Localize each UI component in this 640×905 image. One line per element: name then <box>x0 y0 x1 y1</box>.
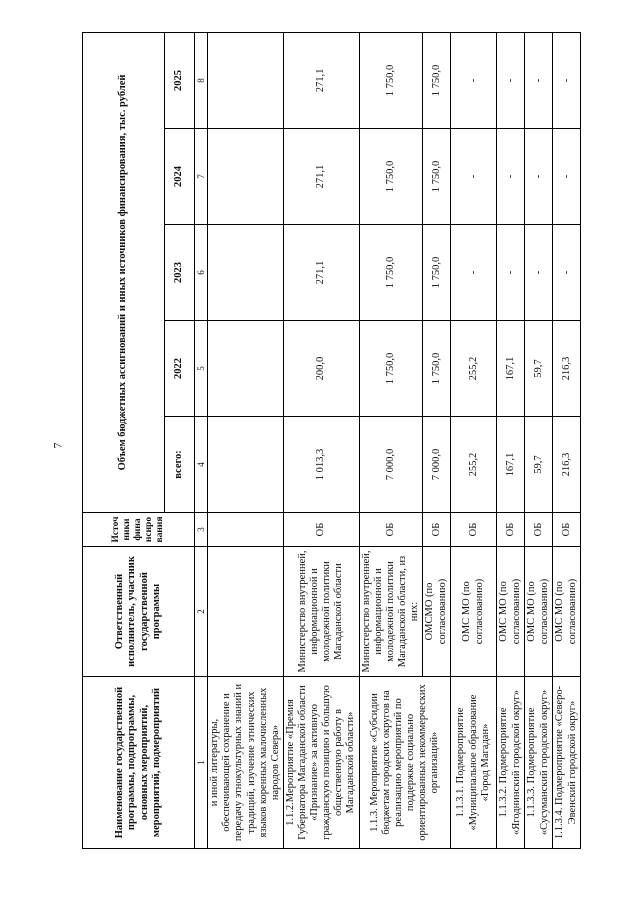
header-year-2023: 2023 <box>165 225 195 321</box>
table-row <box>553 32 581 848</box>
row-2022: 167,1 <box>497 321 525 417</box>
col-number: 4 <box>195 417 208 513</box>
row-name: 1.1.3.1. Подмероприятие «Муниципальное образование «Город Магадан» <box>451 677 497 849</box>
row-name: 1.1.3.4. Подмероприятие «Северо-Эвенский городской округ» <box>553 677 581 849</box>
row-2024: - <box>525 129 553 225</box>
row-total: 216,3 <box>553 417 581 513</box>
row-2025: - <box>451 32 497 128</box>
row-executor: Министерство внутренней, информационной и молодежной политики Магаданской области <box>283 547 359 677</box>
row-executor: ОМС МО (по согласованию) <box>553 547 581 677</box>
row-2022: 59,7 <box>525 321 553 417</box>
row-2023: - <box>553 225 581 321</box>
row-total: 59,7 <box>525 417 553 513</box>
row-source: ОБ <box>525 513 553 547</box>
row-2024: - <box>553 129 581 225</box>
row-2025: - <box>525 32 553 128</box>
header-year-2024: 2024 <box>165 129 195 225</box>
row-2025: - <box>553 32 581 128</box>
row-executor: Министерство внутренней, информационной и молодежной политики Магаданской области, из них: <box>359 547 422 677</box>
table-row <box>359 32 422 848</box>
rotated-table-area <box>82 33 578 849</box>
row-2023: 1 750,0 <box>359 225 422 321</box>
table-row <box>525 32 553 848</box>
row-total: 255,2 <box>451 417 497 513</box>
row-total <box>208 417 283 513</box>
row-2023: - <box>497 225 525 321</box>
row-name: 1.1.3.2. Подмероприятие «Ягоднинский городской округ» <box>497 677 525 849</box>
row-2022: 200,0 <box>283 321 359 417</box>
header-program-name: Наименование государственной программы, подпрограммы, основных мероприятий, мероприятий, подмероприятий <box>83 677 195 849</box>
header-year-2025: 2025 <box>165 32 195 128</box>
header-total: всего: <box>165 417 195 513</box>
col-number: 8 <box>195 32 208 128</box>
row-2022 <box>208 321 283 417</box>
row-executor: ОМС МО (по согласованию) <box>497 547 525 677</box>
header-year-2022: 2022 <box>165 321 195 417</box>
row-source: ОБ <box>497 513 525 547</box>
page-number: 7 <box>50 442 65 449</box>
row-executor: ОМС МО (по согласованию) <box>525 547 553 677</box>
row-2023: - <box>451 225 497 321</box>
row-2023: - <box>525 225 553 321</box>
col-number: 1 <box>195 677 208 849</box>
row-2022: 1 750,0 <box>359 321 422 417</box>
row-executor <box>208 547 283 677</box>
rotated-table-container <box>82 33 578 849</box>
row-2025: - <box>497 32 525 128</box>
row-source: ОБ <box>553 513 581 547</box>
row-2022: 1 750,0 <box>423 321 451 417</box>
funding-table <box>82 32 581 849</box>
row-2025: 1 750,0 <box>359 32 422 128</box>
row-2023: 271,1 <box>283 225 359 321</box>
row-2024: 1 750,0 <box>423 129 451 225</box>
row-executor: ОМСМО (по согласованию) <box>423 547 451 677</box>
table-row <box>208 32 283 848</box>
row-name: и иной литературы, обеспечивающей сохранение и передачу этнокультурных знаний и традиций, изучение этнических языков коренных малочисленных народов Севера» <box>208 677 283 849</box>
row-2024: 1 750,0 <box>359 129 422 225</box>
col-number: 2 <box>195 547 208 677</box>
row-2024: - <box>451 129 497 225</box>
table-row <box>283 32 359 848</box>
header-executor: Ответственный исполнитель, участник государственной программы <box>83 547 195 677</box>
row-source <box>208 513 283 547</box>
row-2022: 216,3 <box>553 321 581 417</box>
row-source: ОБ <box>423 513 451 547</box>
table-row <box>497 32 525 848</box>
row-2025: 271,1 <box>283 32 359 128</box>
row-total: 1 013,3 <box>283 417 359 513</box>
row-2024: - <box>497 129 525 225</box>
row-2024 <box>208 129 283 225</box>
row-executor: ОМС МО (по согласованию) <box>451 547 497 677</box>
row-source: ОБ <box>359 513 422 547</box>
row-2023: 1 750,0 <box>423 225 451 321</box>
header-funding-volume: Объем бюджетных ассигнований и иных источников финансирования, тыс. рублей <box>83 32 165 512</box>
row-source: ОБ <box>283 513 359 547</box>
row-source: ОБ <box>451 513 497 547</box>
row-2025: 1 750,0 <box>423 32 451 128</box>
row-2025 <box>208 32 283 128</box>
row-2024: 271,1 <box>283 129 359 225</box>
row-total: 7 000,0 <box>359 417 422 513</box>
row-name: 1.1.2.Мероприятие «Премия Губернатора Магаданской области «Признание» за активную гражданскую позицию и большую общественную работу в Магаданской области» <box>283 677 359 849</box>
col-number: 6 <box>195 225 208 321</box>
col-number: 5 <box>195 321 208 417</box>
table-row <box>451 32 497 848</box>
col-number: 3 <box>195 513 208 547</box>
row-total: 7 000,0 <box>423 417 451 513</box>
row-2023 <box>208 225 283 321</box>
row-name: 1.1.3.3. Подмероприятие «Сусуманский городской округ» <box>525 677 553 849</box>
row-2022: 255,2 <box>451 321 497 417</box>
header-funding-source: Источники финансирования <box>83 513 195 547</box>
column-number-row <box>195 32 208 848</box>
row-name: 1.1.3. Мероприятие «Субсидии бюджетам городских округов на реализацию мероприятий по поддержке социально ориентированных некоммерческих организаций» <box>359 677 450 849</box>
col-number: 7 <box>195 129 208 225</box>
row-total: 167,1 <box>497 417 525 513</box>
